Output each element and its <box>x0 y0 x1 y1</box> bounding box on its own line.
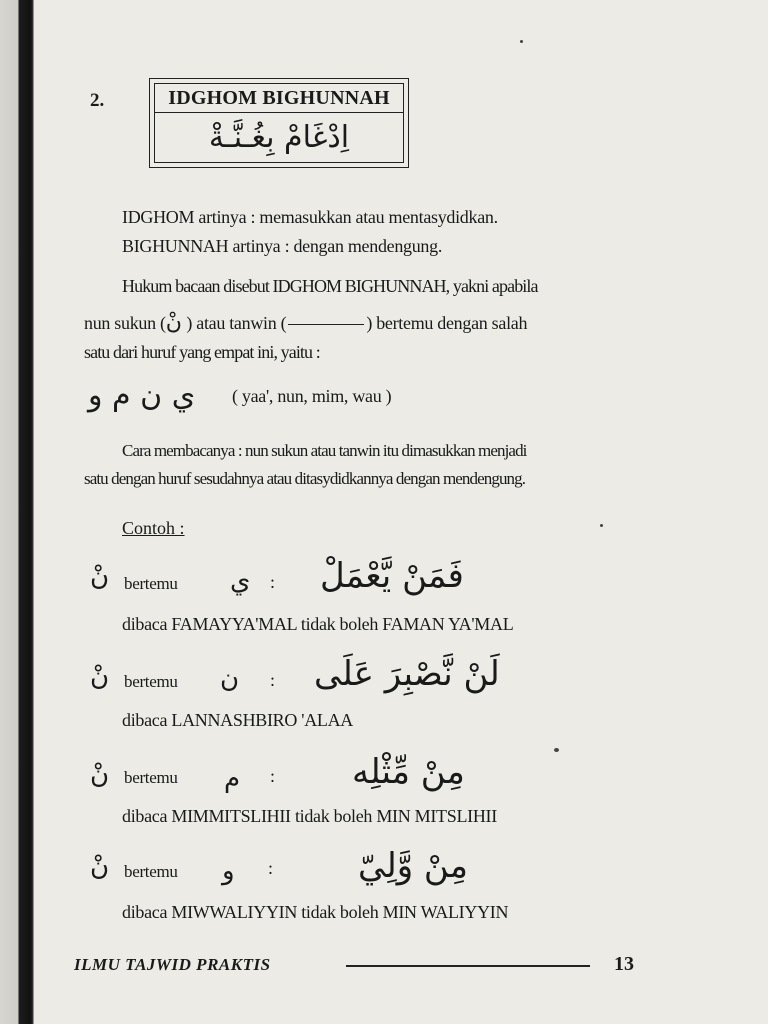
footer-book-title: ILMU TAJWID PRAKTIS <box>74 955 271 974</box>
nun-sukun-symbol: نْ <box>165 310 182 335</box>
four-letters-arabic: ي ن م و <box>88 378 196 413</box>
example-2-bertemu: bertemu <box>124 672 178 691</box>
book-page <box>34 0 768 1024</box>
title-latin: IDGHOM BIGHUNNAH <box>155 84 403 113</box>
section-number: 2. <box>90 90 105 111</box>
paragraph-hukum-line3: satu dari huruf yang empat ini, yaitu : <box>84 342 320 362</box>
paragraph-hukum-line1: Hukum bacaan disebut IDGHOM BIGHUNNAH, yakni apabila <box>122 276 538 296</box>
example-3-arabic: مِنْ مِّثْلِه <box>352 752 465 792</box>
example-2-colon: : <box>270 670 275 690</box>
example-2-arabic: لَنْ نَّصْبِرَ عَلَى <box>314 654 500 694</box>
scan-speck <box>554 748 559 752</box>
example-2-reading: dibaca LANNASHBIRO 'ALAA <box>122 710 354 730</box>
footer-rule <box>346 965 590 967</box>
text-nun-sukun: nun sukun ( <box>84 313 166 333</box>
example-3-bertemu: bertemu <box>124 768 178 787</box>
title-box <box>149 78 409 168</box>
example-3-colon: : <box>270 766 275 786</box>
example-1-colon: : <box>270 572 275 592</box>
example-4-colon: : <box>268 858 273 878</box>
book-spine-shadow <box>0 0 34 1024</box>
scan-speck <box>600 524 603 527</box>
four-letters-latin: ( yaa', nun, mim, wau ) <box>232 386 392 406</box>
scan-speck <box>520 40 523 43</box>
example-1-reading: dibaca FAMAYYA'MAL tidak boleh FAMAN YA'MAL <box>122 614 514 634</box>
example-3-nun: نْ <box>90 760 110 790</box>
title-arabic: اِدْغَامْ بِغُـنَّـةْ <box>208 120 350 155</box>
example-2-letter: ن <box>220 664 240 694</box>
example-4-bertemu: bertemu <box>124 862 178 881</box>
text-atau-tanwin: ) atau tanwin ( <box>181 313 287 333</box>
example-1-letter: ي <box>230 566 251 596</box>
example-4-reading: dibaca MIWWALIYYIN tidak boleh MIN WALIYYIN <box>122 902 509 922</box>
paragraph-cara-line1: Cara membacanya : nun sukun atau tanwin itu dimasukkan menjadi <box>122 441 527 460</box>
text-bertemu-salah: ) bertemu dengan salah <box>366 313 528 333</box>
example-2-nun: نْ <box>90 662 110 692</box>
example-3-reading: dibaca MIMMITSLIHII tidak boleh MIN MITSLIHII <box>122 806 497 826</box>
example-3-letter: م <box>224 764 241 794</box>
paragraph-hukum-line2 <box>84 310 527 335</box>
contoh-label: Contoh : <box>122 518 185 538</box>
example-4-nun: نْ <box>90 852 110 882</box>
paragraph-bighunnah-meaning: BIGHUNNAH artinya : dengan mendengung. <box>122 236 443 256</box>
example-4-arabic: مِنْ وَّلِيّ <box>358 846 469 886</box>
tanwin-marks-icon <box>288 324 364 325</box>
example-1-nun: نْ <box>90 562 110 592</box>
example-1-arabic: فَمَنْ يَّعْمَلْ <box>320 556 464 596</box>
paragraph-idghom-meaning: IDGHOM artinya : memasukkan atau mentasydidkan. <box>122 207 498 227</box>
example-1-bertemu: bertemu <box>124 574 178 593</box>
example-4-letter: و <box>222 856 235 886</box>
paragraph-cara-line2: satu dengan huruf sesudahnya atau ditasydidkannya dengan mendengung. <box>84 469 526 488</box>
footer-page-number: 13 <box>614 953 634 975</box>
